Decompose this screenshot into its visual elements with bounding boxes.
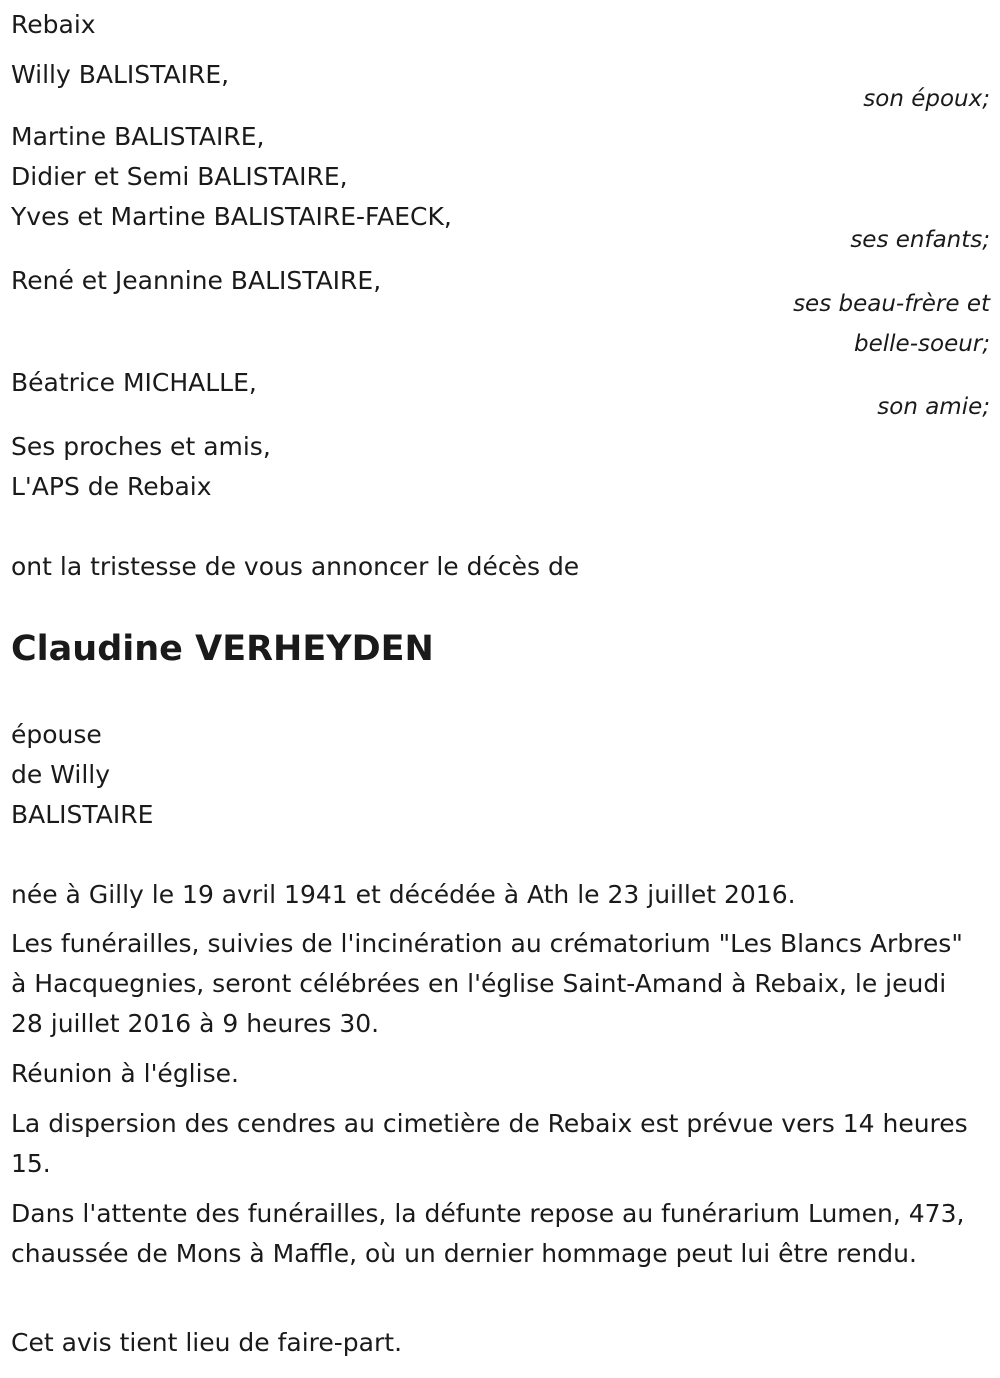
family-name: Ses proches et amis,	[11, 432, 271, 461]
spouse-line: épouse	[11, 720, 102, 749]
funeral-paragraph: Les funérailles, suivies de l'incinération au crématorium "Les Blancs Arbres" à Hacquegnies, seront célébrées en l'église Saint-Amand à Rebaix, le jeudi 28 juillet 2016 à 9 heures 30.	[11, 929, 963, 1038]
spouse-line: BALISTAIRE	[11, 800, 154, 829]
family-name: Martine BALISTAIRE,	[11, 122, 265, 151]
relation: ses beau-frère et	[793, 291, 990, 317]
family-name: René et Jeannine BALISTAIRE,	[11, 266, 382, 295]
spouse-line: de Willy	[11, 760, 110, 789]
deceased-name: Claudine VERHEYDEN	[11, 629, 434, 669]
place: Rebaix	[11, 10, 96, 39]
meeting-paragraph: Réunion à l'église.	[11, 1059, 239, 1088]
ashes-paragraph: La dispersion des cendres au cimetière de Rebaix est prévue vers 14 heures 15.	[11, 1109, 968, 1178]
relation: ses enfants;	[850, 227, 990, 253]
birth-death-paragraph: née à Gilly le 19 avril 1941 et décédée à Ath le 23 juillet 2016.	[11, 880, 796, 909]
funerarium-paragraph: Dans l'attente des funérailles, la défunte repose au funérarium Lumen, 473, chaussée de Mons à Maffle, où un dernier hommage peut lui être rendu.	[11, 1199, 965, 1268]
family-name: Didier et Semi BALISTAIRE,	[11, 162, 348, 191]
announcement: ont la tristesse de vous annoncer le décès de	[11, 552, 580, 581]
relation: belle-soeur;	[854, 331, 990, 357]
relation: son époux;	[863, 86, 990, 112]
relation: son amie;	[877, 394, 990, 420]
closing-paragraph: Cet avis tient lieu de faire-part.	[11, 1328, 403, 1357]
family-name: Yves et Martine BALISTAIRE-FAECK,	[11, 202, 452, 231]
family-name: Béatrice MICHALLE,	[11, 368, 257, 397]
family-name: Willy BALISTAIRE,	[11, 60, 230, 89]
family-name: L'APS de Rebaix	[11, 472, 212, 501]
